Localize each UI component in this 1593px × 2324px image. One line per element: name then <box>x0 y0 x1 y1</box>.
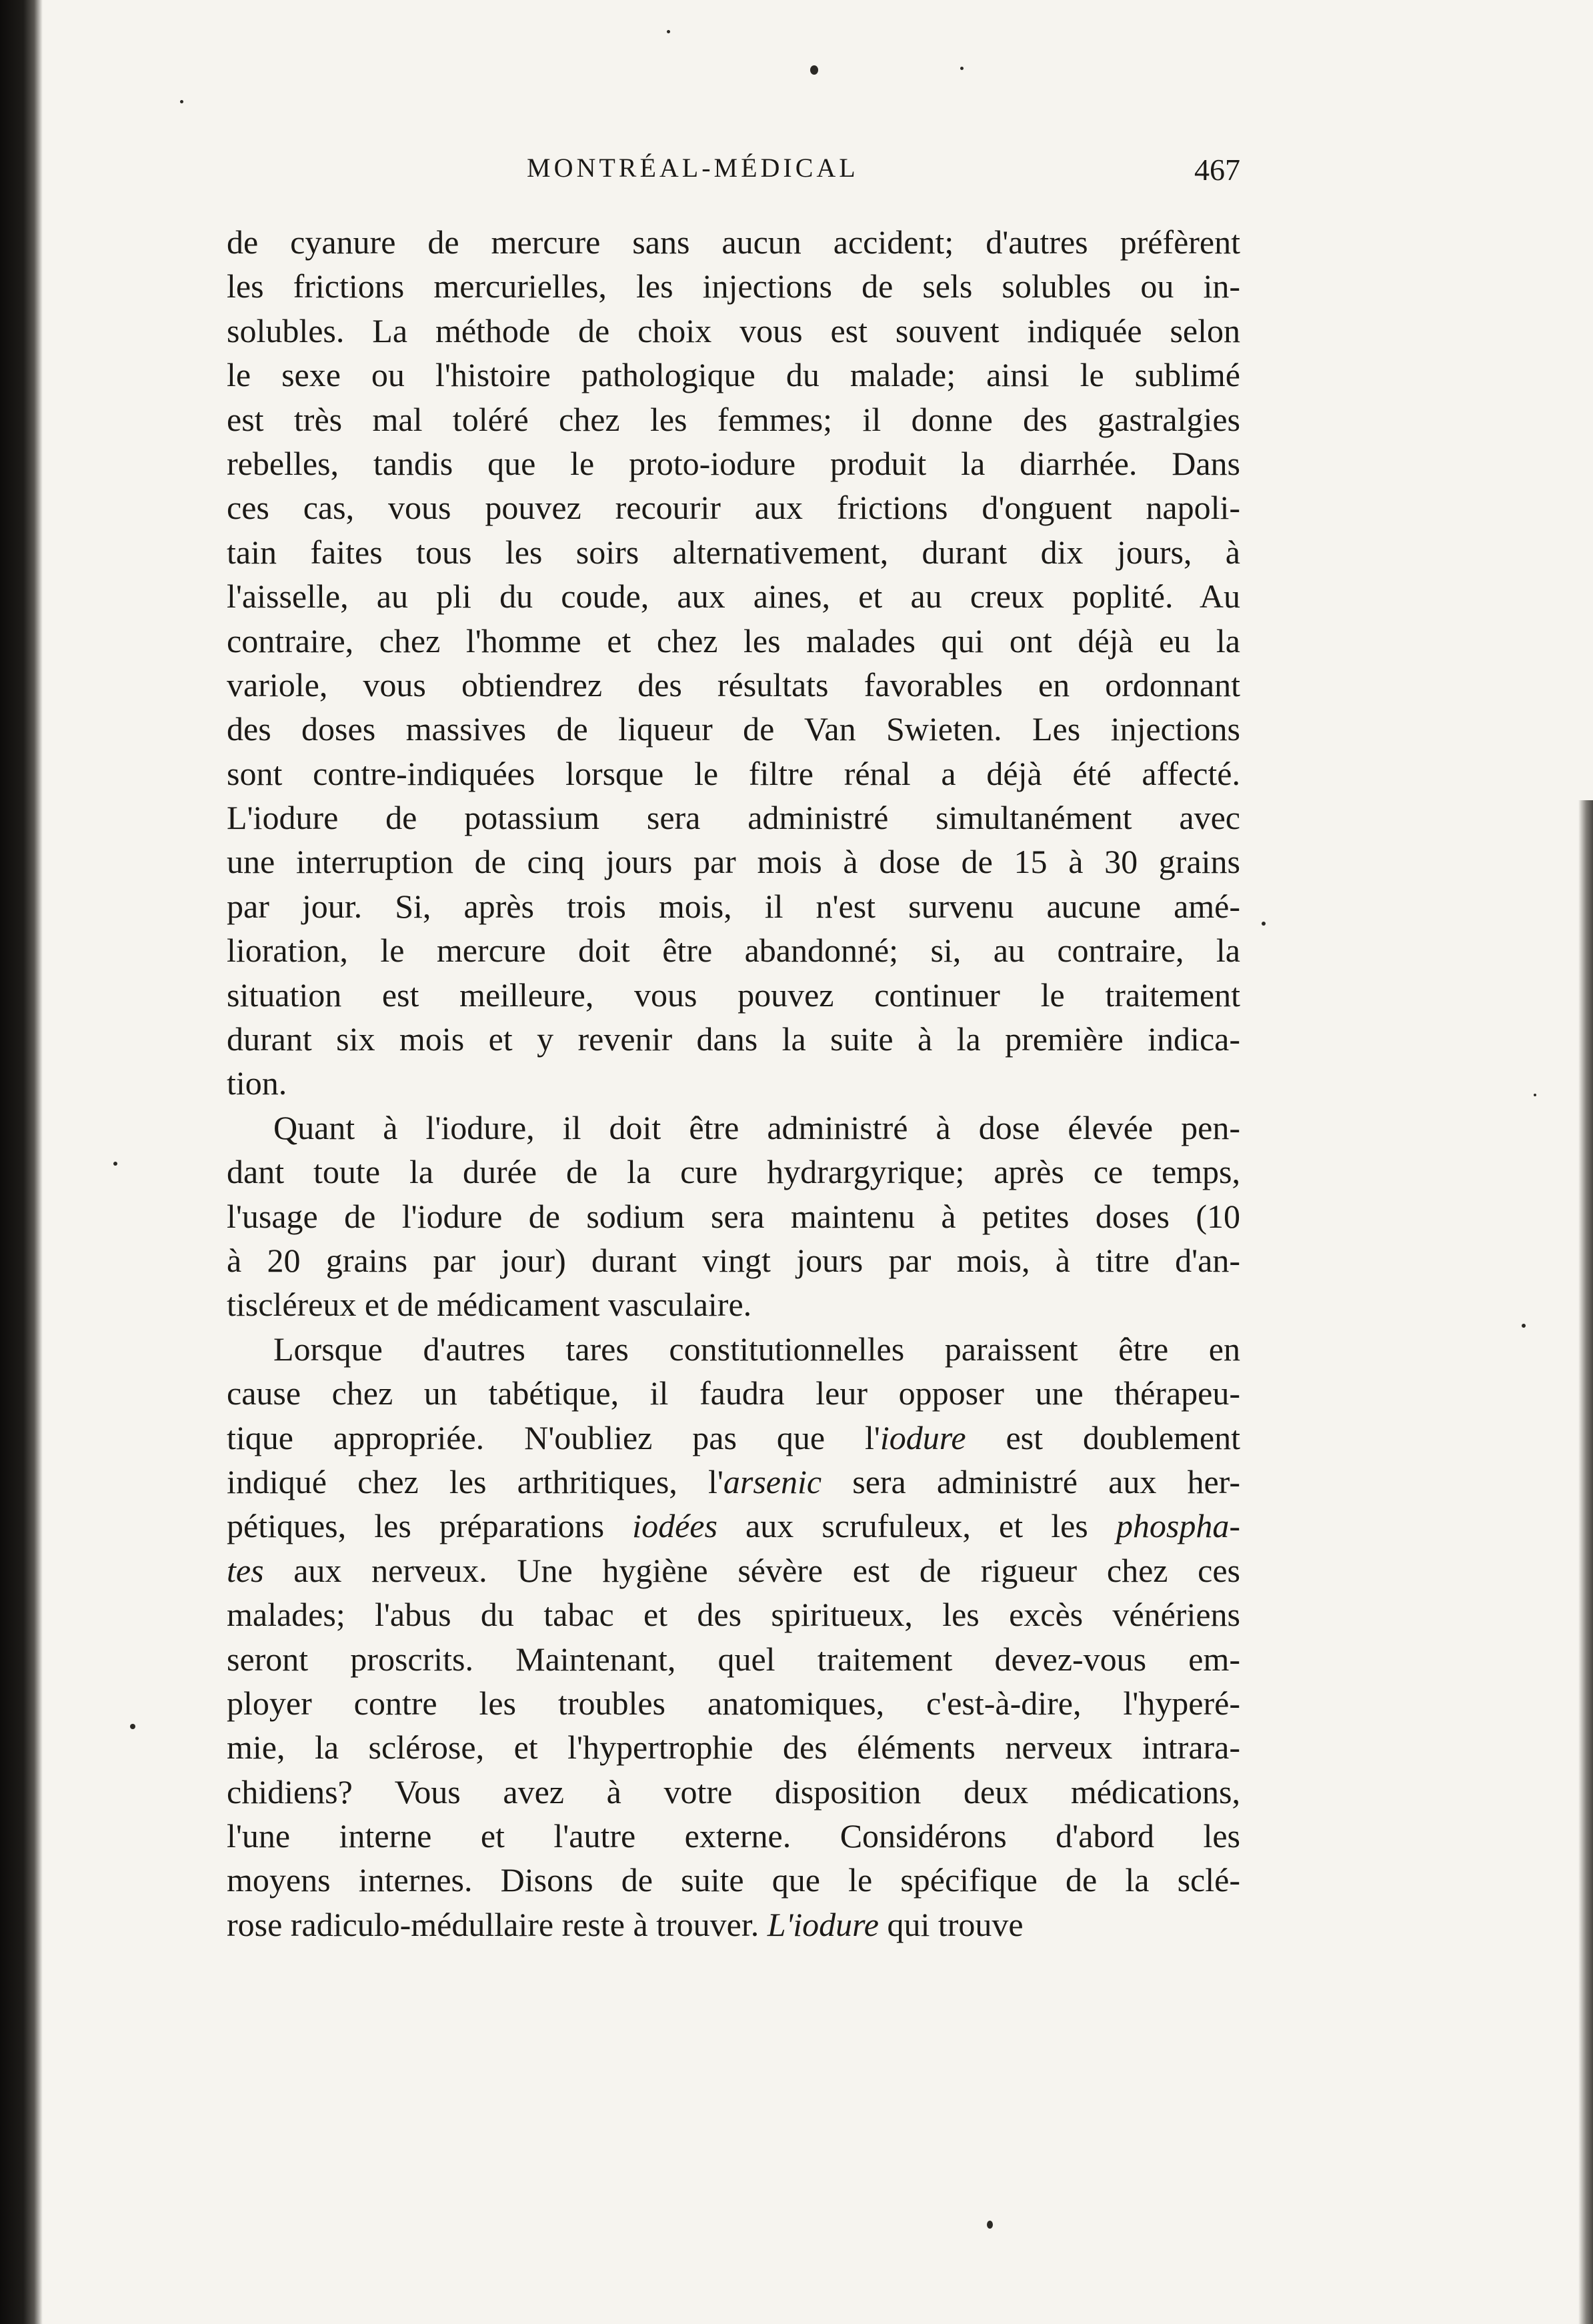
page-header <box>227 152 1240 199</box>
text-line: Lorsque d'autres tares constitutionnelles paraissent être en <box>273 1330 1240 1368</box>
text-line: rose radiculo-médullaire reste à trouver. L'iodure qui trouve <box>227 1905 1024 1943</box>
ink-speck <box>130 1724 135 1729</box>
text-line: ployer contre les troubles anatomiques, c'est-à-dire, l'hyperé- <box>227 1684 1240 1722</box>
text-line: ces cas, vous pouvez recourir aux frictions d'onguent napoli- <box>227 489 1240 527</box>
text-line: durant six mois et y revenir dans la suite à la première indica- <box>227 1020 1240 1058</box>
text-line: à 20 grains par jour) durant vingt jours par mois, à titre d'an- <box>227 1241 1240 1279</box>
text-line: rebelles, tandis que le proto-iodure produit la diarrhée. Dans <box>227 444 1240 482</box>
ink-speck <box>987 2221 993 2229</box>
text-line: le sexe ou l'histoire pathologique du malade; ainsi le sublimé <box>227 356 1240 394</box>
ink-speck <box>1262 922 1266 926</box>
ink-speck <box>960 67 964 70</box>
text-line: variole, vous obtiendrez des résultats favorables en ordonnant <box>227 666 1240 704</box>
text-line: des doses massives de liqueur de Van Swieten. Les injections <box>227 710 1240 748</box>
text-line: mie, la sclérose, et l'hypertrophie des éléments nerveux intrara- <box>227 1728 1240 1767</box>
ink-speck <box>1522 1324 1526 1328</box>
text-line: est très mal toléré chez les femmes; il donne des gastralgies <box>227 400 1240 438</box>
ink-speck <box>180 100 183 103</box>
text-line: chidiens? Vous avez à votre disposition deux médications, <box>227 1773 1240 1811</box>
text-line: situation est meilleure, vous pouvez continuer le traitement <box>227 976 1240 1014</box>
page-number: 467 <box>1194 153 1240 187</box>
text-line: solubles. La méthode de choix vous est souvent indiquée selon <box>227 311 1240 349</box>
text-line: dant toute la durée de la cure hydrargyrique; après ce temps, <box>227 1153 1240 1191</box>
ink-speck <box>667 30 670 33</box>
ink-speck <box>1534 1094 1536 1096</box>
text-line: l'usage de l'iodure de sodium sera maintenu à petites doses (10 <box>227 1197 1240 1235</box>
text-line: tain faites tous les soirs alternativement, durant dix jours, à <box>227 533 1240 571</box>
ink-speck <box>810 65 818 75</box>
text-line: malades; l'abus du tabac et des spiritueux, les excès vénériens <box>227 1596 1240 1634</box>
body-text <box>227 220 1240 1947</box>
page-edge-shadow <box>1578 800 1593 2324</box>
text-line: Quant à l'iodure, il doit être administré à dose élevée pen- <box>273 1108 1240 1146</box>
text-line: pétiques, les préparations iodées aux scrufuleux, et les phospha- <box>227 1507 1240 1545</box>
text-line: de cyanure de mercure sans aucun accident; d'autres préfèrent <box>227 223 1240 261</box>
text-line: tique appropriée. N'oubliez pas que l'iodure est doublement <box>227 1418 1240 1456</box>
text-line: cause chez un tabétique, il faudra leur opposer une thérapeu- <box>227 1374 1240 1412</box>
ink-speck <box>113 1162 117 1166</box>
text-line: par jour. Si, après trois mois, il n'est survenu aucune amé- <box>227 887 1240 925</box>
text-line: l'une interne et l'autre externe. Considérons d'abord les <box>227 1817 1240 1855</box>
text-line: indiqué chez les arthritiques, l'arsenic sera administré aux her- <box>227 1462 1240 1500</box>
paragraph <box>227 1327 1240 1947</box>
text-line: lioration, le mercure doit être abandonné; si, au contraire, la <box>227 932 1240 970</box>
text-line: sont contre-indiquées lorsque le filtre rénal a déjà été affecté. <box>227 754 1240 792</box>
text-line: tion. <box>227 1064 287 1102</box>
paragraph <box>227 220 1240 1106</box>
text-line: tes aux nerveux. Une hygiène sévère est de rigueur chez ces <box>227 1551 1240 1589</box>
text-line: les frictions mercurielles, les injections de sels solubles ou in- <box>227 267 1240 305</box>
text-line: une interruption de cinq jours par mois à dose de 15 à 30 grains <box>227 843 1240 881</box>
book-binding-shadow <box>0 0 43 2324</box>
paragraph <box>227 1106 1240 1327</box>
text-line: moyens internes. Disons de suite que le spécifique de la sclé- <box>227 1861 1240 1899</box>
text-line: tiscléreux et de médicament vasculaire. <box>227 1286 752 1324</box>
text-line: contraire, chez l'homme et chez les malades qui ont déjà eu la <box>227 622 1240 660</box>
running-title: MONTRÉAL-MÉDICAL <box>527 153 859 183</box>
text-line: l'aisselle, au pli du coude, aux aines, et au creux poplité. Au <box>227 577 1240 616</box>
text-line: L'iodure de potassium sera administré simultanément avec <box>227 799 1240 837</box>
text-line: seront proscrits. Maintenant, quel traitement devez-vous em- <box>227 1640 1240 1678</box>
